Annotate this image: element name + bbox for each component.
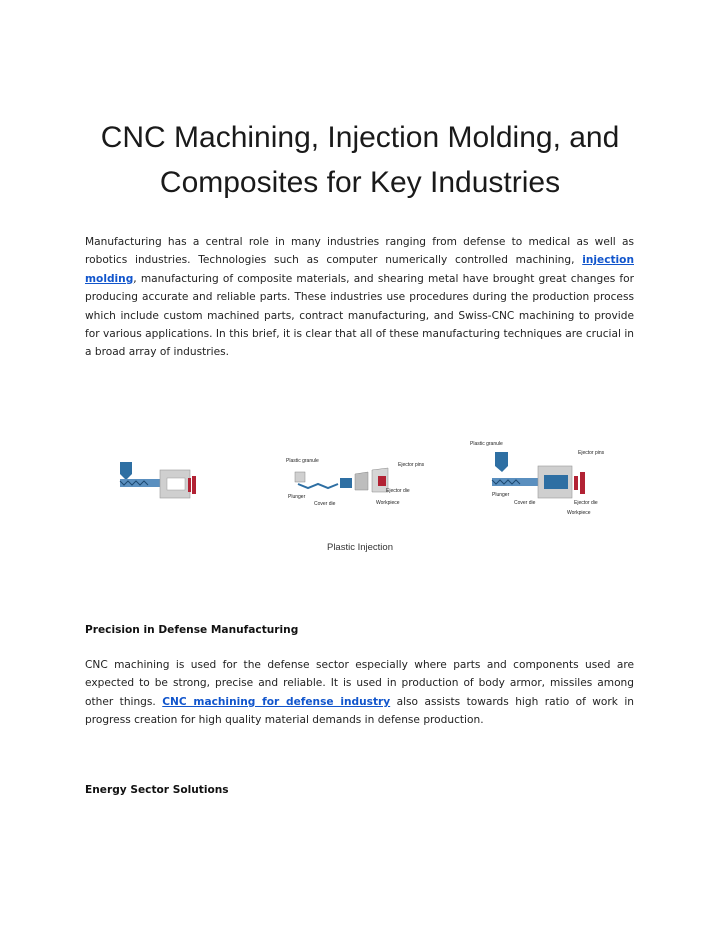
label-ejector-die-2: Ejector die xyxy=(386,488,410,494)
section-heading-energy: Energy Sector Solutions xyxy=(85,784,229,796)
defense-text-after-link: also assists towards high ratio of work in progress creation for high quality material demands in defense production. xyxy=(85,695,634,727)
label-ejector-die-3: Ejector die xyxy=(574,500,598,506)
intro-text-after-link: , manufacturing of composite materials, and shearing metal have brought great changes for producing accurate and reliable parts. These industries use procedures during the production process which include custom machined parts, contract manufacturing, and Swiss-CNC machining to provide for various applications. In this brief, it is clear that all of these manufacturing techniques are crucial in a broad array of industries. xyxy=(85,272,634,359)
label-plunger-2: Plunger xyxy=(288,494,306,500)
plastic-injection-figure xyxy=(100,432,620,562)
injection-diagram xyxy=(100,432,620,542)
figure-caption: Plastic Injection xyxy=(326,542,393,553)
defense-paragraph xyxy=(85,656,634,730)
injection-machine-labeled xyxy=(470,441,605,516)
label-plastic-granule-2: Plastic granule xyxy=(286,458,319,464)
defense-text-before-link: CNC machining is used for the defense sector especially where parts and components used are expected to be strong, precise and reliable. It is used in production of body armor, missiles among other things. xyxy=(85,659,634,708)
injection-machine-closed xyxy=(120,462,196,498)
injection-molding-link[interactable]: injection molding xyxy=(85,254,634,285)
label-workpiece-3: Workpiece xyxy=(567,510,591,516)
label-plunger-3: Plunger xyxy=(492,492,510,498)
intro-text-before-link: Manufacturing has a central role in many industries ranging from defense to medical as well as robotics industries. Technologies such as computer numerically controlled machining, xyxy=(85,236,634,267)
label-plastic-granule-3: Plastic granule xyxy=(470,441,503,447)
cnc-defense-link[interactable]: CNC machining for defense industry xyxy=(162,695,391,708)
intro-paragraph xyxy=(85,233,634,362)
label-cover-die-2: Cover die xyxy=(314,501,336,507)
injection-machine-exploded xyxy=(286,458,425,507)
label-workpiece-2: Workpiece xyxy=(376,500,400,506)
label-ejector-pins-2: Ejector pins xyxy=(398,462,425,468)
page-title: CNC Machining, Injection Molding, and Composites for Key Industries xyxy=(100,121,620,199)
label-cover-die-3: Cover die xyxy=(514,500,536,506)
label-ejector-pins-3: Ejector pins xyxy=(578,450,605,456)
section-heading-defense: Precision in Defense Manufacturing xyxy=(85,624,299,636)
